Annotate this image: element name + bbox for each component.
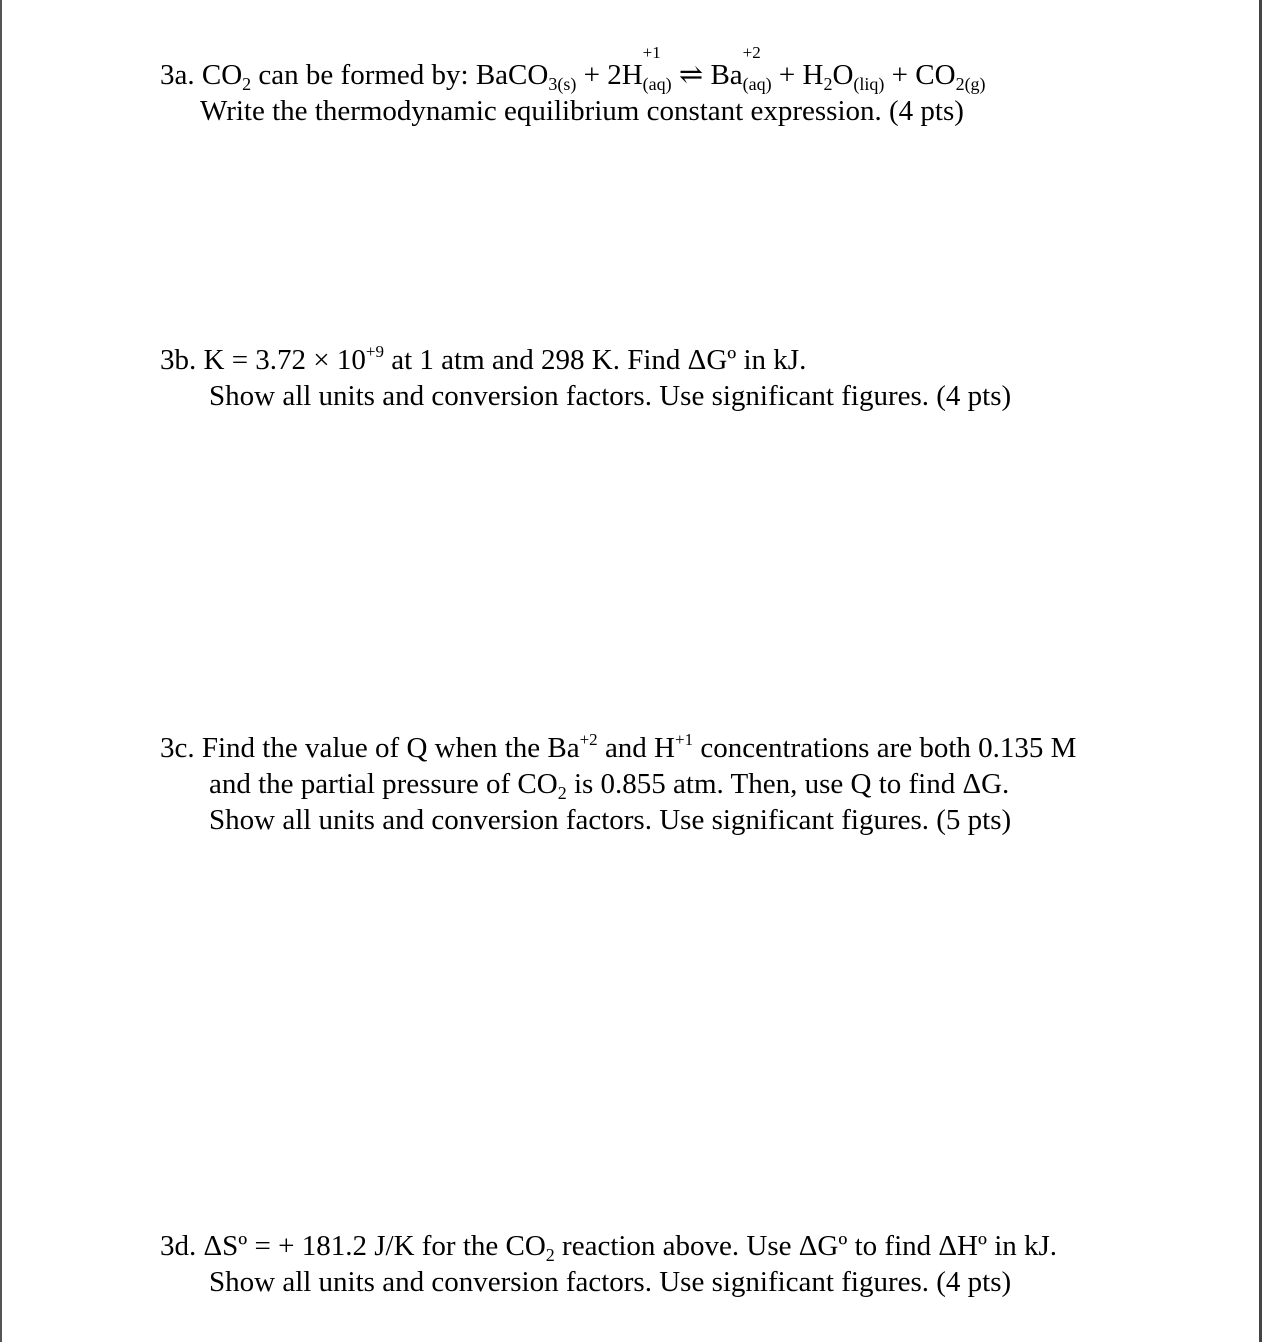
question-3c-condition: and the partial pressure of $CO_2$ is 0.855 atm. Then, use Q to find ΔG.	[209, 768, 1010, 803]
page-left-edge	[0, 0, 2, 1342]
question-3c-prompt: 3c. Find the value of Q when the $Ba^{+2}$ and $H^{+1}$ concentrations are both 0.135 M	[160, 730, 1077, 764]
question-3a	[160, 43, 986, 129]
question-3b	[160, 342, 1011, 414]
question-3c-instruction: Show all units and conversion factors. Use significant figures. (5 pts)	[209, 804, 1012, 836]
question-3b-instruction: Show all units and conversion factors. Use significant figures. (4 pts)	[209, 380, 1012, 412]
question-3d-prompt: 3d. ΔSº = + 181.2 J/K for the $CO_2$ reaction above. Use ΔGº to find ΔHº in kJ.	[160, 1230, 1058, 1265]
question-3c	[160, 730, 1076, 838]
question-3b-prompt: 3b. $K = 3.72 \times 10^{+9}$ at 1 atm and 298 K. Find ΔGº in kJ.	[160, 342, 807, 376]
question-3a-instruction: Write the thermodynamic equilibrium constant expression. (4 pts)	[200, 95, 964, 127]
question-3d-instruction: Show all units and conversion factors. Use significant figures. (4 pts)	[209, 1266, 1012, 1298]
question-3a-equation: 3a. $CO_2$ can be formed by: BaCO$_{3(s)}$ + 2H +1 $_{(aq)}$ ⇌ Ba +2 $_{(aq)} + H_2O_{(liq)} + CO_{2(g)}$	[160, 43, 986, 94]
question-3d	[160, 1228, 1057, 1300]
